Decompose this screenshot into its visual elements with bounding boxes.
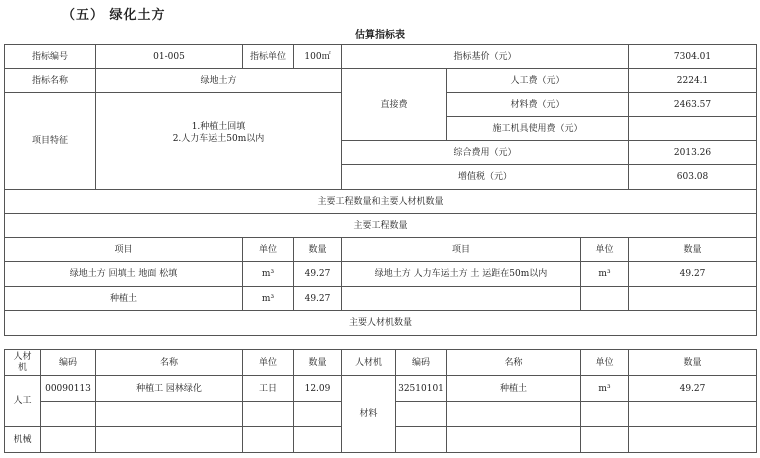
feature-label: 项目特征: [5, 93, 96, 190]
qty-unit-right: [581, 287, 629, 311]
qty-unit-left: m³: [243, 287, 294, 311]
material-name-empty: [447, 402, 581, 427]
table-row: [5, 238, 757, 262]
labor-code-empty: [41, 402, 96, 427]
labor-unit: 工日: [243, 376, 294, 402]
res-category-header-right: 人材机: [342, 350, 396, 376]
res-name-header-right: 名称: [447, 350, 581, 376]
res-category-header-left: [5, 350, 41, 376]
name-label: 指标名称: [5, 69, 96, 93]
overall-fee-label: 综合费用（元）: [342, 141, 629, 165]
res-code-header-left: 编码: [41, 350, 96, 376]
labor-category: 人工: [5, 376, 41, 427]
qty-header-quantity-right: 数量: [629, 238, 757, 262]
labor-name: 种植工 园林绿化: [96, 376, 243, 402]
section-resources-header: 主要人材机数量: [5, 311, 757, 336]
labor-code: 00090113: [41, 376, 96, 402]
material-cost-value: 2463.57: [629, 93, 757, 117]
qty-item-right: [342, 287, 581, 311]
labor-cost-label: 人工费（元）: [447, 69, 629, 93]
machine-cost-label: 施工机具使用费（元）: [447, 117, 629, 141]
resource-header-table: [4, 349, 757, 376]
qty-header-quantity-left: 数量: [294, 238, 342, 262]
vat-value: 603.08: [629, 165, 757, 190]
qty-value-right: 49.27: [629, 262, 757, 287]
qty-value-left: 49.27: [294, 262, 342, 287]
code-label: 指标编号: [5, 45, 96, 69]
material-qty-empty: [629, 402, 757, 427]
table-row: [5, 214, 757, 238]
labor-cost-value: 2224.1: [629, 69, 757, 93]
qty-item-left: 绿地土方 回填土 地面 松填: [5, 262, 243, 287]
qty-header-item-right: 项目: [342, 238, 581, 262]
machine-code-empty: [41, 427, 96, 453]
vat-label: 增值税（元）: [342, 165, 629, 190]
labor-qty: 12.09: [294, 376, 342, 402]
section-quantities-header: 主要工程数量: [5, 214, 757, 238]
material-qty-empty: [629, 427, 757, 453]
direct-cost-label: 直接费: [342, 69, 447, 141]
table-row: [5, 45, 757, 69]
unit-value: 100㎡: [294, 45, 342, 69]
material-unit-empty: [581, 402, 629, 427]
res-category-header-left-text: 人材机: [13, 351, 32, 373]
labor-qty-empty: [294, 402, 342, 427]
qty-item-left: 种植土: [5, 287, 243, 311]
code-value: 01-005: [96, 45, 243, 69]
res-name-header-left: 名称: [96, 350, 243, 376]
machine-qty-empty: [294, 427, 342, 453]
qty-header-item-left: 项目: [5, 238, 243, 262]
qty-value-left: 49.27: [294, 287, 342, 311]
qty-unit-left: m³: [243, 262, 294, 287]
resource-table: [4, 375, 757, 453]
res-unit-header-right: 单位: [581, 350, 629, 376]
material-code: 32510101: [396, 376, 447, 402]
qty-value-right: [629, 287, 757, 311]
estimate-index-table: [4, 44, 757, 336]
table-row: [5, 190, 757, 214]
machine-category: 机械: [5, 427, 41, 453]
labor-unit-empty: [243, 402, 294, 427]
material-unit: m³: [581, 376, 629, 402]
table-caption: 估算指标表: [355, 30, 405, 41]
qty-item-right: 绿地土方 人力车运土方 土 运距在50m以内: [342, 262, 581, 287]
material-unit-empty: [581, 427, 629, 453]
unit-label: 指标单位: [243, 45, 294, 69]
labor-name-empty: [96, 402, 243, 427]
machine-unit-empty: [243, 427, 294, 453]
material-cost-label: 材料费（元）: [447, 93, 629, 117]
overall-fee-value: 2013.26: [629, 141, 757, 165]
qty-header-unit-right: 单位: [581, 238, 629, 262]
feature-line-2: 2.人力车运土50m以内: [172, 134, 265, 144]
material-name: 种植土: [447, 376, 581, 402]
base-price-label: 指标基价（元）: [342, 45, 629, 69]
qty-unit-right: m³: [581, 262, 629, 287]
material-qty: 49.27: [629, 376, 757, 402]
feature-line-1: 1.种植土回填: [191, 122, 246, 132]
material-code-empty: [396, 402, 447, 427]
material-name-empty: [447, 427, 581, 453]
table-row: [5, 311, 757, 336]
table-row: [5, 376, 757, 402]
name-value: 绿地土方: [96, 69, 342, 93]
res-qty-header-right: 数量: [629, 350, 757, 376]
machine-name-empty: [96, 427, 243, 453]
material-category: 材料: [342, 376, 396, 453]
res-qty-header-left: 数量: [294, 350, 342, 376]
table-row: [5, 350, 757, 376]
table-row: [5, 287, 757, 311]
section-heading: （五） 绿化土方: [62, 8, 166, 23]
table-row: [5, 262, 757, 287]
res-code-header-right: 编码: [396, 350, 447, 376]
machine-cost-value: [629, 117, 757, 141]
qty-header-unit-left: 单位: [243, 238, 294, 262]
material-code-empty: [396, 427, 447, 453]
table-row: [5, 69, 757, 93]
res-unit-header-left: 单位: [243, 350, 294, 376]
base-price-value: 7304.01: [629, 45, 757, 69]
section-main-header: 主要工程数量和主要人材机数量: [5, 190, 757, 214]
feature-value: [96, 93, 342, 190]
